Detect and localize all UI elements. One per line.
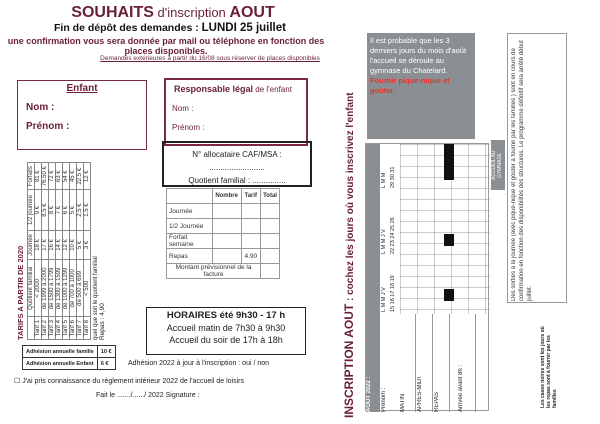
responsable-heading: Responsable légal de l'enfant: [174, 84, 292, 94]
week3-nums: 15 16 17 18 19: [390, 275, 396, 312]
planning-input-cell[interactable]: [213, 219, 242, 234]
table-row: [167, 249, 280, 264]
tarifs-note: quel que soit le quotient familial: [93, 256, 99, 340]
planning-header-cell: Total: [261, 189, 280, 204]
planning-input-cell[interactable]: [213, 234, 242, 249]
planning-tarif-cell: 4.90: [242, 249, 261, 264]
matin-label: MATIN: [400, 314, 416, 412]
grid-labels: [366, 314, 490, 412]
reglement-checkbox[interactable]: ☐ J'ai pris connaissance du règlement intérieur 2022 de l'accueil de loisirs: [14, 378, 244, 385]
tarif-cell: 54 €: [63, 163, 70, 190]
tarif-cell: 6 €: [63, 190, 70, 230]
tarifs-title: TARIFS A PARTIR DE 2020: [16, 245, 25, 340]
week4-days: L M M J V: [381, 229, 387, 254]
repas-label: REPAS: [434, 314, 450, 412]
caf-number-label: N° allocataire CAF/MSA :: [192, 150, 282, 159]
enfant-box: [17, 80, 147, 150]
sorties-note-box: [507, 33, 567, 303]
planning-header-cell: Nombre: [213, 189, 242, 204]
tarif-cell: 76.50 €: [42, 163, 49, 190]
week3-days: L M M J V: [381, 287, 387, 312]
table-row: [167, 264, 280, 279]
planning-table-wrap: [166, 188, 280, 279]
external-requests-note: Demandes extérieures à partir du 16/08 sous réserver de places disponibles: [100, 55, 320, 62]
repas-dark-cell: [444, 289, 454, 301]
planning-input-cell[interactable]: [242, 204, 261, 219]
tarif-cell: Tarif 1: [35, 317, 42, 340]
planning-label: Journée: [167, 204, 213, 219]
tarif-cell: < 2000: [35, 260, 42, 317]
tarif-cell: 8 €: [49, 190, 56, 230]
table-row: [56, 163, 63, 340]
repas-dark-cell: [444, 168, 454, 180]
horaires-title: HORAIRES été 9h30 - 17 h: [166, 310, 286, 321]
table-row: [23, 346, 116, 358]
tarif-cell: Tarif 6: [70, 317, 77, 340]
tarif-cell: 3 €: [84, 230, 91, 260]
tarifs-header-cell: Quotient familial: [28, 260, 35, 317]
planning-label: Forfait semaine: [167, 234, 213, 249]
tarif-cell: de 1999 à 2000: [42, 260, 49, 317]
responsable-nom-field[interactable]: Nom :: [172, 104, 194, 113]
planning-input-cell[interactable]: [261, 204, 280, 219]
tarifs-header-cell: [28, 317, 35, 340]
enfant-heading: Enfant: [66, 83, 98, 94]
tarif-cell: Tarif 8: [84, 317, 91, 340]
montant-input-cell[interactable]: [261, 264, 280, 279]
inscription-grid: [365, 143, 489, 411]
tarif-cell: Tarif 2: [42, 317, 49, 340]
tarif-cell: 18 €: [35, 230, 42, 260]
page-title: SOUHAITS d'inscription AOUT: [71, 4, 275, 21]
tarifs-table: [27, 162, 91, 340]
enfant-nom-field[interactable]: Nom :: [26, 102, 55, 113]
adhesion-status[interactable]: Adhésion 2022 à jour à l'inscription : oui / non: [128, 360, 270, 367]
gymnase-label: ACCUEIL AU GYMNASE: [491, 140, 505, 190]
repas-price: Repas : 4,90: [99, 303, 106, 340]
week5-nums: 29 30 31: [390, 166, 396, 188]
repas-dark-cell: [444, 234, 454, 246]
responsable-prenom-field[interactable]: Prénom :: [172, 123, 205, 132]
table-row: [167, 234, 280, 249]
adhesion-label: Adhésion annuelle Enfant: [23, 358, 98, 370]
tarif-cell: 7 €: [56, 190, 63, 230]
horaires-box: [146, 307, 306, 355]
tarif-cell: 2.5 €: [77, 190, 84, 230]
inscription-title: INSCRIPTION AOUT : cochez les jours où vous inscrivez l'enfant: [342, 92, 356, 418]
week5-days: L M M: [381, 172, 387, 188]
tarif-cell: de 1300 à 1599: [56, 260, 63, 317]
tarif-cell: de 500 à 699: [77, 260, 84, 317]
day-grid: [366, 144, 490, 314]
tarif-cell: Tarif 4: [56, 317, 63, 340]
tarif-cell: 10 €: [70, 230, 77, 260]
cases-noires-note: Les cases noires sont les jours où les repas sont à fournir par les familles: [540, 326, 558, 408]
month-label: AOUT 2022 :: [366, 314, 380, 412]
confirmation-text: une confirmation vous sera donnée par mail ou téléphone en fonction des places disponibles.: [7, 36, 325, 56]
table-row: [63, 163, 70, 340]
tarif-cell: 17 €: [42, 230, 49, 260]
table-row: [77, 163, 84, 340]
tarif-cell: 45 €: [70, 163, 77, 190]
tarif-cell: de 1500 à 1799: [49, 260, 56, 317]
table-row: [167, 219, 280, 234]
tarif-cell: 72 €: [49, 163, 56, 190]
caf-box: [162, 141, 312, 187]
tarifs-header-cell: Forfaits: [28, 163, 35, 190]
planning-input-cell[interactable]: [261, 219, 280, 234]
planning-header-row: [167, 189, 280, 204]
table-row: [70, 163, 77, 340]
tarif-cell: 12 €: [63, 230, 70, 260]
tarif-cell: < 500: [84, 260, 91, 317]
planning-input-cell[interactable]: [261, 249, 280, 264]
tarif-cell: 81 €: [35, 163, 42, 190]
tarif-cell: Tarif 3: [49, 317, 56, 340]
gymnase-note: [367, 33, 475, 139]
tarifs-header-cell: 1/2 journée: [28, 190, 35, 230]
tarif-cell: 12 €: [84, 163, 91, 190]
table-row: [35, 163, 42, 340]
planning-label: Repas: [167, 249, 213, 264]
tarif-cell: 1.5 €: [84, 190, 91, 230]
tarifs-header-row: [28, 163, 35, 340]
tarif-cell: de 1000 à 1299: [63, 260, 70, 317]
prenom-label: Prénom :: [381, 387, 387, 412]
adhesion-table: [22, 345, 116, 370]
planning-input-cell[interactable]: [213, 249, 242, 264]
tarif-cell: Tarif 7: [77, 317, 84, 340]
table-row: [167, 204, 280, 219]
tarif-cell: 14 €: [56, 230, 63, 260]
enfant-prenom-field[interactable]: Prénom :: [26, 121, 70, 132]
repas-dark-cell: [444, 144, 454, 156]
responsable-box: [164, 78, 308, 146]
tarif-cell: 16 €: [49, 230, 56, 260]
tarif-cell: de 700 à 1000: [70, 260, 77, 317]
planning-header-cell: [167, 189, 213, 204]
tarifs-section: [16, 160, 136, 340]
gymnase-note-warning: Fournir pique-nique et goûter.: [370, 76, 450, 95]
tarif-cell: 5 €: [70, 190, 77, 230]
tarifs-header-cell: Journée: [28, 230, 35, 260]
horaires-soir: Accueil du soir de 17h à 18h: [169, 335, 283, 345]
sorties-note: Des sorties à la journée (avec pique-nique et goûter à fournir par les familles ) sont en cours de confirmation en fonction des disponibilités des structures. Le programme définitif sera arrêté début juillet.: [511, 40, 533, 301]
adhesion-price: 6 €: [97, 358, 115, 370]
quotient-familial-field[interactable]: Quotient familial : ...............: [188, 176, 286, 185]
tarif-cell: 8.5 €: [42, 190, 49, 230]
signature-line[interactable]: Fait le ......./....../ 2022 Signature :: [96, 392, 200, 399]
planning-table: [166, 188, 280, 279]
table-row: [84, 163, 91, 340]
tarif-cell: 22.5 €: [77, 163, 84, 190]
tarif-cell: 9 €: [35, 190, 42, 230]
planning-input-cell[interactable]: [261, 234, 280, 249]
month-column: [366, 144, 380, 314]
arrivee-label: Arrivée avant 8h :: [458, 314, 476, 412]
table-row: [23, 358, 116, 370]
caf-number-field[interactable]: .........................: [209, 163, 265, 172]
planning-header-cell: Tarif: [242, 189, 261, 204]
week4-nums: 22 23 24 25 26: [390, 217, 396, 254]
planning-input-cell[interactable]: [213, 204, 242, 219]
table-row: [42, 163, 49, 340]
montant-label: Montant prévisionnel de la facture: [167, 264, 261, 279]
table-row: [49, 163, 56, 340]
gymnase-note-text: Il est probable que les 3 derniers jours du mois d'août l'accueil se déroule au gymnase du Chatelard.: [370, 36, 467, 75]
adhesion-label: Adhésion annuelle famille: [23, 346, 98, 358]
deadline: Fin de dépôt des demandes : LUNDI 25 juillet: [54, 22, 286, 34]
apres-midi-label: APRES-MIDI: [417, 314, 433, 412]
repas-dark-cell: [444, 156, 454, 168]
tarif-cell: 63 €: [56, 163, 63, 190]
horaires-matin: Accueil matin de 7h30 à 9h30: [166, 323, 286, 333]
planning-input-cell[interactable]: [242, 234, 261, 249]
planning-input-cell[interactable]: [242, 219, 261, 234]
tarif-cell: Tarif 5: [63, 317, 70, 340]
adhesion-price: 10 €: [97, 346, 115, 358]
tarif-cell: 5 €: [77, 230, 84, 260]
planning-label: 1/2 Journée: [167, 219, 213, 234]
